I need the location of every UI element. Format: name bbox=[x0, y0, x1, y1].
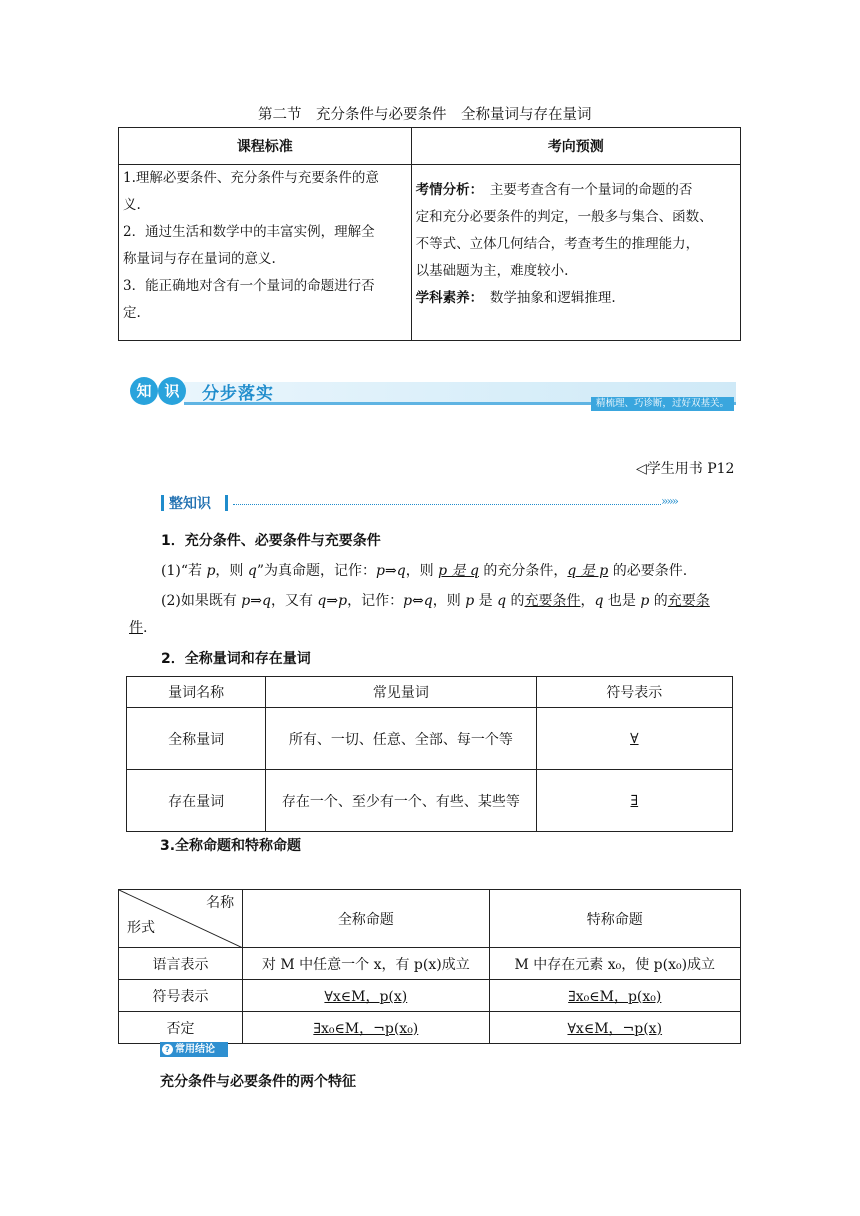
table-cell: 存在量词 bbox=[127, 770, 266, 832]
corner-top-label: 名称 bbox=[206, 895, 235, 911]
forecast-line: 主要考查含有一个量词的命题的否 bbox=[489, 182, 693, 198]
badge-char: 知 bbox=[130, 377, 158, 405]
heading-2: 2．全称量词和存在量词 bbox=[161, 651, 311, 667]
common-conclusion-tag: ? 常用结论 bbox=[160, 1042, 228, 1057]
section-title: 第二节 充分条件与必要条件 全称量词与存在量词 bbox=[258, 107, 592, 123]
badge-char: 识 bbox=[158, 377, 186, 405]
table-cell: M 中存在元素 x₀，使 p(x₀)成立 bbox=[489, 948, 740, 980]
table-cell: 符号表示 bbox=[119, 980, 243, 1012]
table-header: 考向预测 bbox=[411, 128, 740, 165]
standard-line: 2．通过生活和数学中的丰富实例，理解全 bbox=[123, 224, 375, 240]
forecast-line: 定和充分必要条件的判定，一般多与集合、函数、 bbox=[415, 209, 713, 225]
table-cell bbox=[536, 708, 732, 770]
section-header-label: 整知识 bbox=[169, 496, 211, 512]
knowledge-badge bbox=[128, 376, 184, 406]
table-cell: 否定 bbox=[119, 1012, 243, 1044]
table-cell: ∃x₀∈M，p(x₀) bbox=[489, 980, 740, 1012]
table-row bbox=[119, 1012, 741, 1044]
forecast-cell bbox=[411, 165, 740, 341]
table-header: 特称命题 bbox=[489, 890, 740, 948]
table-header: 量词名称 bbox=[127, 677, 266, 708]
table-row bbox=[127, 770, 733, 832]
standard-line: 定. bbox=[123, 305, 141, 321]
paragraph-2-cont: 件. bbox=[129, 620, 148, 636]
closing-heading: 充分条件与必要条件的两个特征 bbox=[160, 1074, 356, 1090]
banner-title: 分步落实 bbox=[202, 384, 274, 404]
table-header: 课程标准 bbox=[119, 128, 412, 165]
paragraph-2: (2)如果既有 p⇒q，又有 q⇒p，记作：p⇔q，则 p 是 q 的充要条件，q 也是 p 的充要条 bbox=[161, 593, 710, 609]
heading-3: 3.全称命题和特称命题 bbox=[160, 838, 302, 854]
double-arrow-icon: »»» bbox=[661, 494, 678, 508]
banner-tag: 精梳理、巧诊断，过好双基关。 bbox=[591, 397, 734, 411]
standard-line: 义. bbox=[123, 197, 141, 213]
literacy-label: 学科素养： bbox=[415, 290, 477, 306]
table-cell: 对 M 中任意一个 x，有 p(x)成立 bbox=[243, 948, 489, 980]
standard-line: 3．能正确地对含有一个量词的命题进行否 bbox=[123, 278, 375, 294]
answer-blank: 充要条 bbox=[667, 593, 710, 609]
knowledge-banner bbox=[128, 370, 738, 412]
table-cell: 存在一个、至少有一个、有些、某些等 bbox=[266, 770, 536, 832]
forall-symbol: ∀ bbox=[630, 730, 639, 747]
proposition-table bbox=[118, 889, 741, 1044]
answer-blank: 充要条件 bbox=[524, 593, 581, 609]
paragraph-1: (1)“若 p，则 q”为真命题，记作：p⇒q，则 p 是 q 的充分条件，q 是 p 的必要条件. bbox=[161, 563, 688, 579]
heading-1: 1．充分条件、必要条件与充要条件 bbox=[161, 533, 381, 549]
book-reference: ◁学生用书 P12 bbox=[636, 461, 735, 477]
table-cell: 语言表示 bbox=[119, 948, 243, 980]
table-cell: ∀x∈M，¬p(x) bbox=[489, 1012, 740, 1044]
table-cell: ∃x₀∈M，¬p(x₀) bbox=[243, 1012, 489, 1044]
literacy-text: 数学抽象和逻辑推理. bbox=[489, 290, 616, 306]
corner-bottom-label: 形式 bbox=[127, 920, 155, 936]
quantifier-table bbox=[126, 676, 733, 832]
course-standard-table bbox=[118, 127, 741, 341]
forecast-line: 以基础题为主，难度较小. bbox=[415, 263, 569, 279]
answer-blank: p 是 q bbox=[438, 563, 479, 579]
exists-symbol: ∃ bbox=[630, 792, 639, 809]
table-header: 全称命题 bbox=[243, 890, 489, 948]
lightbulb-icon: ? bbox=[162, 1044, 173, 1055]
table-cell: 全称量词 bbox=[127, 708, 266, 770]
table-row bbox=[127, 708, 733, 770]
table-header: 常见量词 bbox=[266, 677, 536, 708]
analysis-label: 考情分析： bbox=[415, 182, 477, 198]
standard-line: 1.理解必要条件、充分条件与充要条件的意 bbox=[123, 170, 379, 186]
standard-cell bbox=[119, 165, 412, 341]
table-header: 符号表示 bbox=[536, 677, 732, 708]
table-row bbox=[119, 980, 741, 1012]
corner-cell bbox=[119, 890, 243, 948]
table-cell bbox=[536, 770, 732, 832]
table-cell: ∀x∈M，p(x) bbox=[243, 980, 489, 1012]
table-row bbox=[119, 948, 741, 980]
forecast-line: 不等式、立体几何结合，考查考生的推理能力， bbox=[415, 236, 700, 252]
table-cell: 所有、一切、任意、全部、每一个等 bbox=[266, 708, 536, 770]
answer-blank: q 是 p bbox=[567, 563, 609, 579]
standard-line: 称量词与存在量词的意义. bbox=[123, 251, 276, 267]
